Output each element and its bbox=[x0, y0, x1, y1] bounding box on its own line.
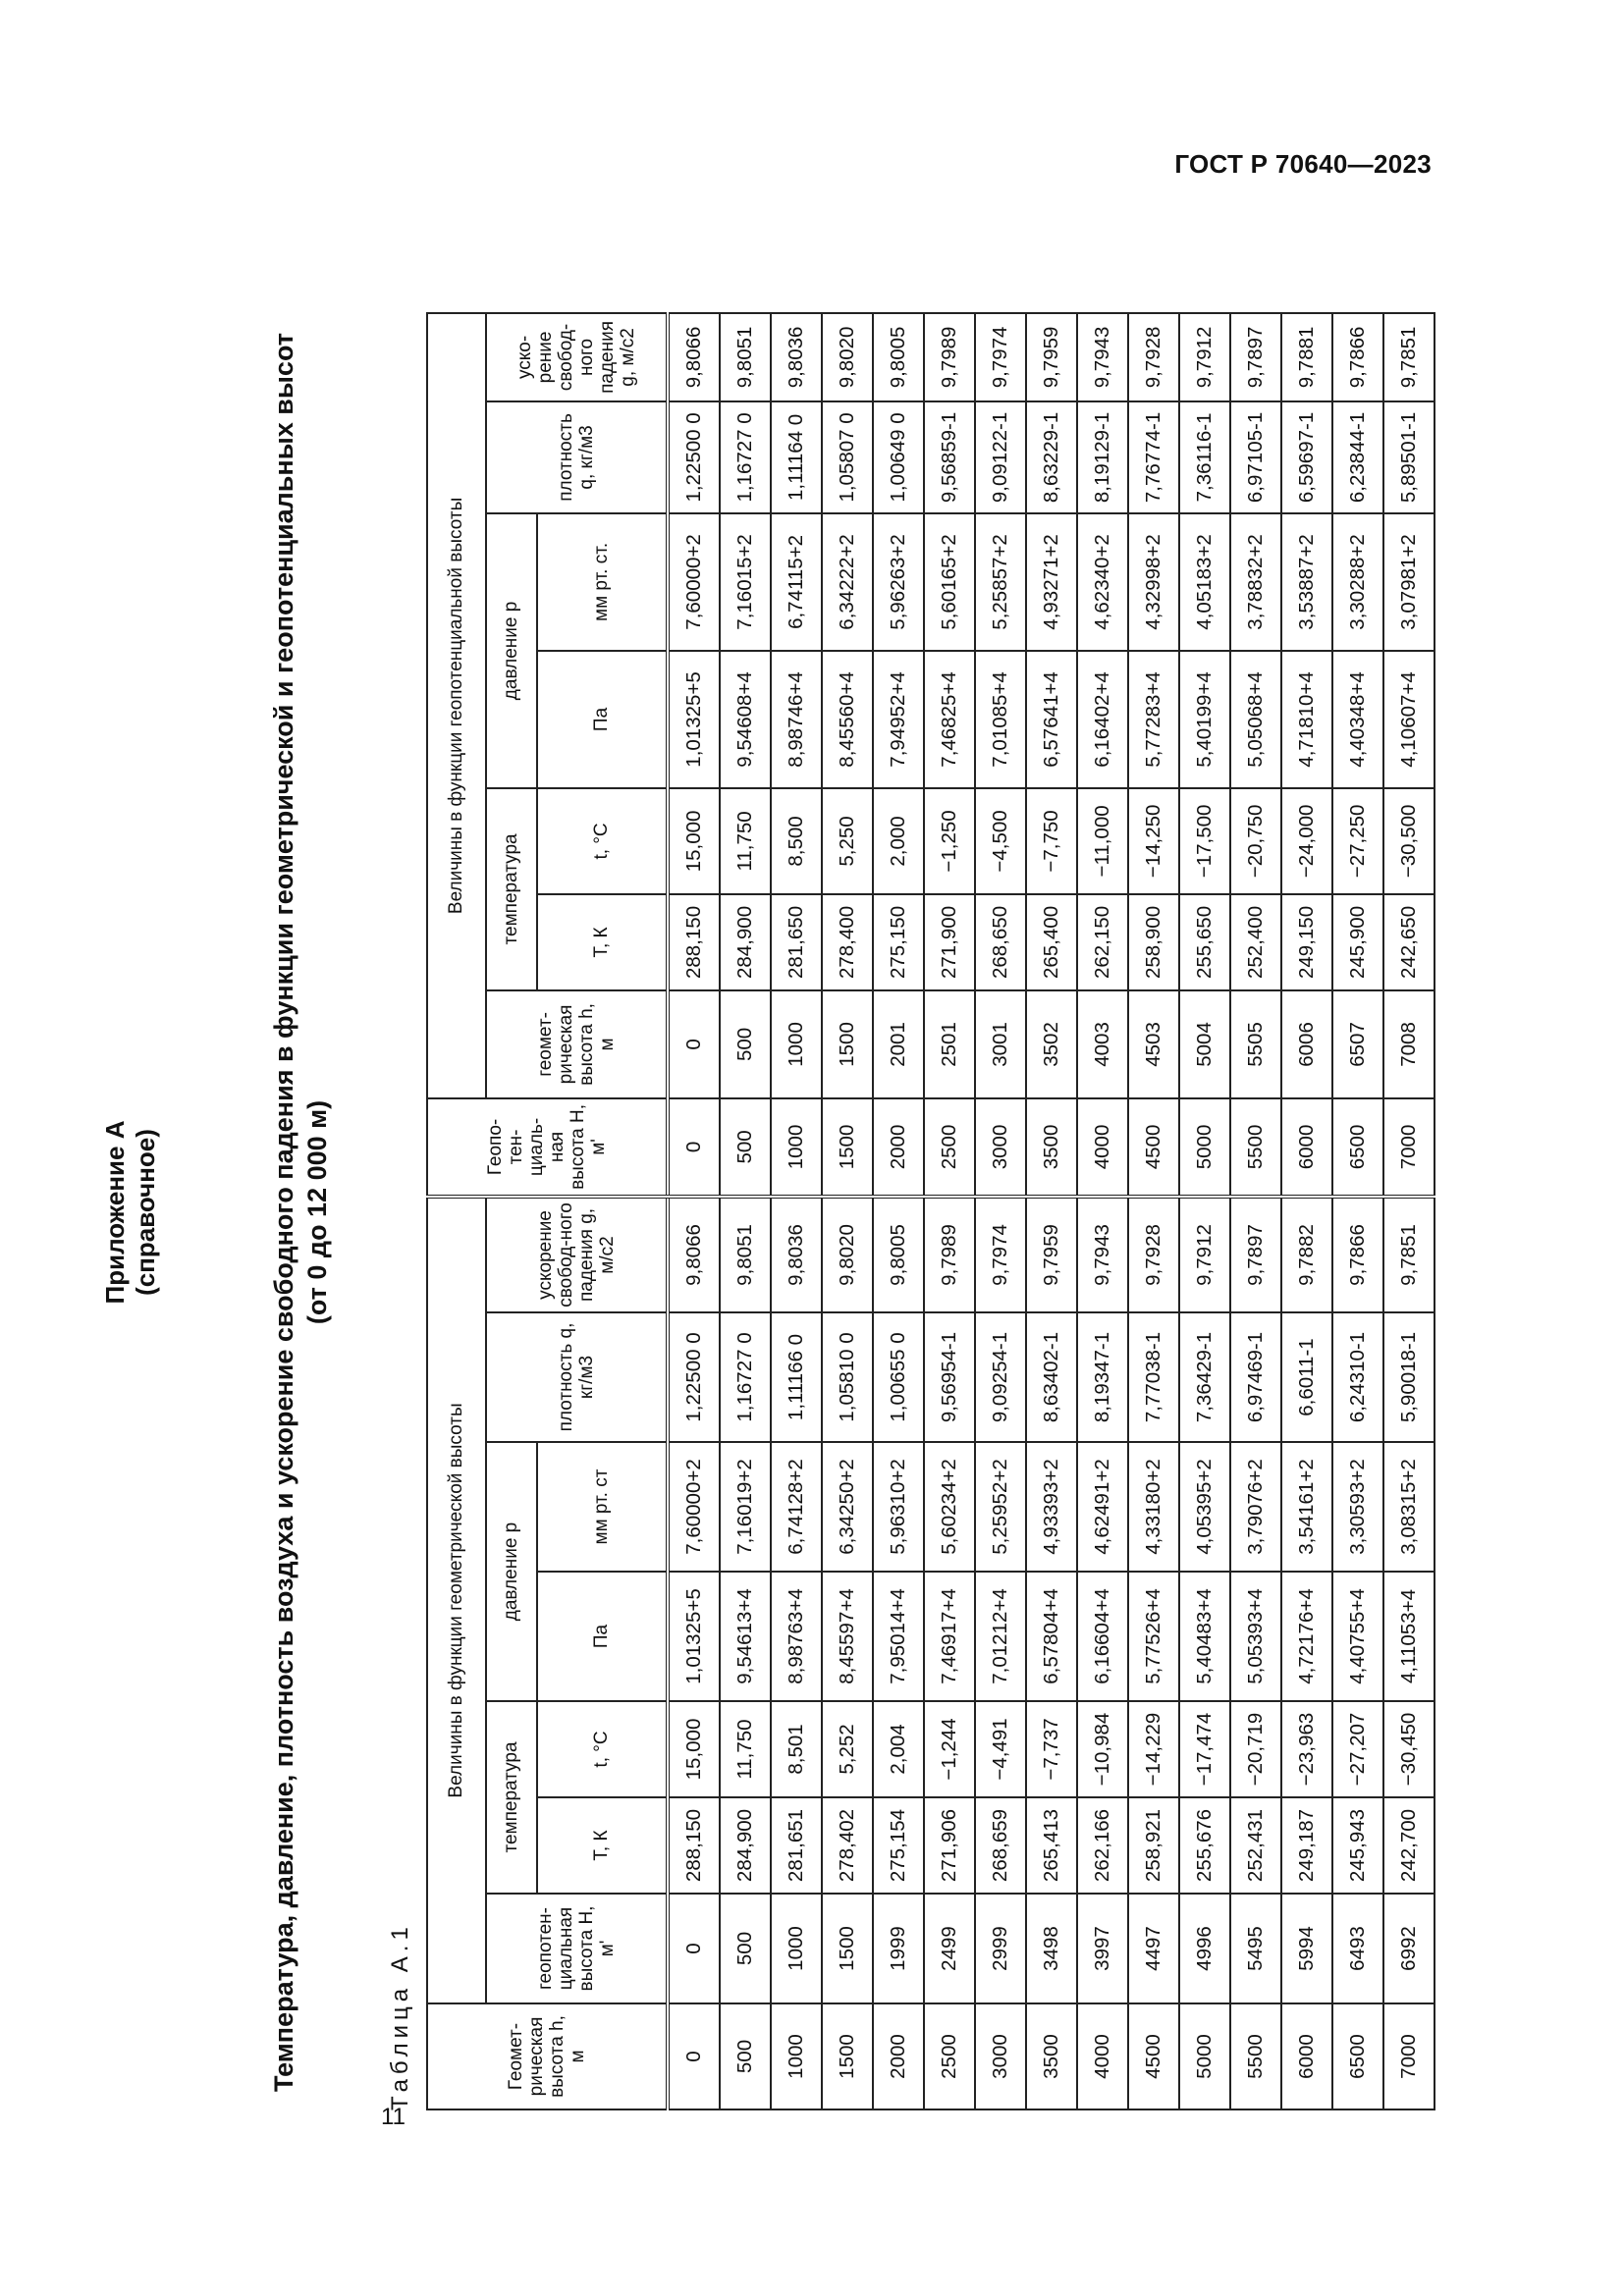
table-cell: 1,16727 0 bbox=[720, 1312, 771, 1442]
table-row bbox=[873, 313, 924, 2109]
table-cell: 5,40199+4 bbox=[1179, 651, 1230, 788]
table-cell: 5000 bbox=[1179, 2003, 1230, 2109]
table-cell: −24,000 bbox=[1281, 788, 1332, 894]
header-geo-group: Величины в функции геометрической высоты bbox=[427, 1197, 486, 2003]
table-cell: 262,150 bbox=[1077, 894, 1128, 990]
table-cell: 5,40483+4 bbox=[1179, 1572, 1230, 1701]
table-cell: 4,62340+2 bbox=[1077, 513, 1128, 651]
table-cell: 3997 bbox=[1077, 1894, 1128, 2003]
table-cell: 5,252 bbox=[822, 1701, 873, 1797]
table-cell: 281,651 bbox=[771, 1797, 822, 1894]
table-cell: 7,60000+2 bbox=[668, 1442, 720, 1572]
table-cell: 6493 bbox=[1332, 1894, 1383, 2003]
table-cell: 265,413 bbox=[1026, 1797, 1077, 1894]
table-cell: 9,7882 bbox=[1281, 1197, 1332, 1312]
table-cell: 4,33180+2 bbox=[1128, 1442, 1179, 1572]
table-cell: 1,01325+5 bbox=[668, 651, 720, 788]
table-label: Таблица А.1 bbox=[387, 1922, 413, 2110]
table-cell: 6,59697-1 bbox=[1281, 401, 1332, 513]
table-cell: 8,45597+4 bbox=[822, 1572, 873, 1701]
table-cell: 8,501 bbox=[771, 1701, 822, 1797]
table-cell: 1,22500 0 bbox=[668, 1312, 720, 1442]
header-gp-h: геомет-рическая высота h, м bbox=[486, 990, 668, 1098]
table-cell: 7,16015+2 bbox=[720, 513, 771, 651]
table-cell: 7,46825+4 bbox=[924, 651, 975, 788]
table-cell: 268,659 bbox=[975, 1797, 1026, 1894]
header-gp-pa: Па bbox=[537, 651, 668, 788]
table-cell: 9,7943 bbox=[1077, 1197, 1128, 1312]
table-cell: 6000 bbox=[1281, 2003, 1332, 2109]
table-cell: 0 bbox=[668, 1894, 720, 2003]
table-cell: 6,97105-1 bbox=[1230, 401, 1281, 513]
table-cell: 4,32998+2 bbox=[1128, 513, 1179, 651]
header-gp-t: t, °С bbox=[537, 788, 668, 894]
table-cell: 6,16604+4 bbox=[1077, 1572, 1128, 1701]
table-cell: 15,000 bbox=[668, 1701, 720, 1797]
table-cell: 4000 bbox=[1077, 1098, 1128, 1197]
table-cell: 11,750 bbox=[720, 1701, 771, 1797]
table-cell: 9,7851 bbox=[1383, 313, 1435, 401]
table-cell: 7,95014+4 bbox=[873, 1572, 924, 1701]
table-cell: 258,900 bbox=[1128, 894, 1179, 990]
table-cell: 15,000 bbox=[668, 788, 720, 894]
header-gp-mmhg: мм рт. ст. bbox=[537, 513, 668, 651]
table-cell: 9,7851 bbox=[1383, 1197, 1435, 1312]
table-cell: 278,400 bbox=[822, 894, 873, 990]
table-cell: −23,963 bbox=[1281, 1701, 1332, 1797]
table-row bbox=[1179, 313, 1230, 2109]
table-cell: 5,05393+4 bbox=[1230, 1572, 1281, 1701]
table-cell: 3000 bbox=[975, 1098, 1026, 1197]
table-cell: 3500 bbox=[1026, 2003, 1077, 2109]
table-cell: −27,207 bbox=[1332, 1701, 1383, 1797]
table-cell: 8,98763+4 bbox=[771, 1572, 822, 1701]
table-cell: 7,77038-1 bbox=[1128, 1312, 1179, 1442]
header-geopotential-height: Геопо-тен-циаль-ная высота H, м' bbox=[427, 1098, 668, 1197]
table-cell: 9,7974 bbox=[975, 1197, 1026, 1312]
table-cell: 1500 bbox=[822, 1894, 873, 2003]
table-cell: 3001 bbox=[975, 990, 1026, 1098]
table-cell: 4,40755+4 bbox=[1332, 1572, 1383, 1701]
table-cell: 500 bbox=[720, 1894, 771, 2003]
table-cell: 6992 bbox=[1383, 1894, 1435, 2003]
table-cell: 7,01212+4 bbox=[975, 1572, 1026, 1701]
header-gp-pressure: давление p bbox=[486, 513, 537, 788]
table-cell: 9,7989 bbox=[924, 313, 975, 401]
header-gp-gravity: уско-рение свобод-ного падения g, м/с2 bbox=[486, 313, 668, 401]
table-cell: 7,36429-1 bbox=[1179, 1312, 1230, 1442]
table-cell: 9,7866 bbox=[1332, 313, 1383, 401]
header-geo-temperature: температура bbox=[486, 1701, 537, 1894]
table-cell: 1500 bbox=[822, 1098, 873, 1197]
table-row bbox=[1383, 313, 1435, 2109]
table-cell: −1,250 bbox=[924, 788, 975, 894]
table-cell: 284,900 bbox=[720, 894, 771, 990]
table-cell: 1000 bbox=[771, 1098, 822, 1197]
table-row bbox=[668, 313, 720, 2109]
table-row bbox=[1077, 313, 1128, 2109]
table-cell: 8,45560+4 bbox=[822, 651, 873, 788]
table-cell: 8,19129-1 bbox=[1077, 401, 1128, 513]
table-row bbox=[924, 313, 975, 2109]
header-geo-pa: Па bbox=[537, 1572, 668, 1701]
table-cell: −4,500 bbox=[975, 788, 1026, 894]
table-cell: 9,7959 bbox=[1026, 1197, 1077, 1312]
table-cell: 6000 bbox=[1281, 1098, 1332, 1197]
table-cell: 0 bbox=[668, 1098, 720, 1197]
table-cell: 6,57641+4 bbox=[1026, 651, 1077, 788]
table-cell: 1000 bbox=[771, 2003, 822, 2109]
table-cell: 9,7943 bbox=[1077, 313, 1128, 401]
table-cell: 245,943 bbox=[1332, 1797, 1383, 1894]
table-cell: 1,11166 0 bbox=[771, 1312, 822, 1442]
table-cell: 5004 bbox=[1179, 990, 1230, 1098]
table-cell: 0 bbox=[668, 2003, 720, 2109]
table-cell: 9,7974 bbox=[975, 313, 1026, 401]
header-gp-group: Величины в функции геопотенциальной высоты bbox=[427, 313, 486, 1098]
table-cell: 4,11053+4 bbox=[1383, 1572, 1435, 1701]
annex-subtitle: (справочное) bbox=[131, 1129, 160, 1296]
table-cell: 5,77283+4 bbox=[1128, 651, 1179, 788]
table-cell: −14,229 bbox=[1128, 1701, 1179, 1797]
table-cell: 500 bbox=[720, 1098, 771, 1197]
table-cell: 9,56954-1 bbox=[924, 1312, 975, 1442]
page-number: 11 bbox=[381, 2104, 406, 2130]
table-cell: 1,05810 0 bbox=[822, 1312, 873, 1442]
table-cell: 5,25857+2 bbox=[975, 513, 1026, 651]
table-cell: 9,8051 bbox=[720, 313, 771, 401]
table-cell: 1000 bbox=[771, 1894, 822, 2003]
table-cell: 9,7897 bbox=[1230, 1197, 1281, 1312]
table-cell: 2000 bbox=[873, 1098, 924, 1197]
table-cell: 4,62491+2 bbox=[1077, 1442, 1128, 1572]
table-cell: 9,8020 bbox=[822, 313, 873, 401]
table-cell: 5000 bbox=[1179, 1098, 1230, 1197]
document-code: ГОСТ Р 70640—2023 bbox=[1174, 149, 1432, 179]
table-cell: 7000 bbox=[1383, 2003, 1435, 2109]
table-cell: 6,23844-1 bbox=[1332, 401, 1383, 513]
data-table bbox=[426, 312, 1435, 2110]
table-cell: 252,400 bbox=[1230, 894, 1281, 990]
table-cell: 245,900 bbox=[1332, 894, 1383, 990]
table-cell: 4,40348+4 bbox=[1332, 651, 1383, 788]
table-cell: 5,77526+4 bbox=[1128, 1572, 1179, 1701]
table-cell: 4,05395+2 bbox=[1179, 1442, 1230, 1572]
table-cell: 9,7989 bbox=[924, 1197, 975, 1312]
table-cell: 2,004 bbox=[873, 1701, 924, 1797]
table-row bbox=[720, 313, 771, 2109]
table-cell: 500 bbox=[720, 990, 771, 1098]
table-cell: 7,36116-1 bbox=[1179, 401, 1230, 513]
table-cell: 3500 bbox=[1026, 1098, 1077, 1197]
table-cell: 6,57804+4 bbox=[1026, 1572, 1077, 1701]
table-cell: 6507 bbox=[1332, 990, 1383, 1098]
table-cell: 3,07981+2 bbox=[1383, 513, 1435, 651]
table-cell: 262,166 bbox=[1077, 1797, 1128, 1894]
table-cell: 9,56859-1 bbox=[924, 401, 975, 513]
table-row bbox=[771, 313, 822, 2109]
table-cell: 2001 bbox=[873, 990, 924, 1098]
table-cell: 5,250 bbox=[822, 788, 873, 894]
table-cell: 4,10607+4 bbox=[1383, 651, 1435, 788]
table-cell: −1,244 bbox=[924, 1701, 975, 1797]
table-cell: −11,000 bbox=[1077, 788, 1128, 894]
table-cell: 6,34250+2 bbox=[822, 1442, 873, 1572]
header-geo-t: t, °С bbox=[537, 1701, 668, 1797]
header-geo-H: геопотен-циальная высота H, м' bbox=[486, 1894, 668, 2003]
table-cell: 5,90018-1 bbox=[1383, 1312, 1435, 1442]
header-gp-density: плотность q, кг/м3 bbox=[486, 401, 668, 513]
header-geo-pressure: давление p bbox=[486, 1442, 537, 1701]
table-cell: 255,676 bbox=[1179, 1797, 1230, 1894]
table-cell: 4003 bbox=[1077, 990, 1128, 1098]
table-cell: 2,000 bbox=[873, 788, 924, 894]
table-row bbox=[822, 313, 873, 2109]
table-row bbox=[1281, 313, 1332, 2109]
table-cell: 9,8051 bbox=[720, 1197, 771, 1312]
table-cell: 7,46917+4 bbox=[924, 1572, 975, 1701]
table-cell: 2999 bbox=[975, 1894, 1026, 2003]
table-cell: 8,98746+4 bbox=[771, 651, 822, 788]
table-cell: 1,00649 0 bbox=[873, 401, 924, 513]
table-cell: 3,30288+2 bbox=[1332, 513, 1383, 651]
table-cell: 6,97469-1 bbox=[1230, 1312, 1281, 1442]
table-cell: 9,8005 bbox=[873, 1197, 924, 1312]
header-geo-mmhg: мм рт. ст bbox=[537, 1442, 668, 1572]
table-cell: 249,187 bbox=[1281, 1797, 1332, 1894]
table-cell: 9,7866 bbox=[1332, 1197, 1383, 1312]
table-cell: 1999 bbox=[873, 1894, 924, 2003]
table-cell: 9,09254-1 bbox=[975, 1312, 1026, 1442]
annex-title: Приложение А bbox=[100, 1120, 130, 1305]
table-cell: 9,7897 bbox=[1230, 313, 1281, 401]
table-cell: 6500 bbox=[1332, 2003, 1383, 2109]
table-cell: 6,24310-1 bbox=[1332, 1312, 1383, 1442]
table-cell: 5500 bbox=[1230, 2003, 1281, 2109]
table-cell: 268,650 bbox=[975, 894, 1026, 990]
table-cell: 288,150 bbox=[668, 1797, 720, 1894]
table-cell: 8,19347-1 bbox=[1077, 1312, 1128, 1442]
table-cell: 7008 bbox=[1383, 990, 1435, 1098]
table-cell: 500 bbox=[720, 2003, 771, 2109]
table-cell: −20,750 bbox=[1230, 788, 1281, 894]
heading-line-2: (от 0 до 12 000 м) bbox=[302, 1099, 332, 1325]
table-cell: 5,89501-1 bbox=[1383, 401, 1435, 513]
table-cell: 255,650 bbox=[1179, 894, 1230, 990]
table-cell: 5,60165+2 bbox=[924, 513, 975, 651]
table-cell: 1,11164 0 bbox=[771, 401, 822, 513]
table-cell: 6,6011-1 bbox=[1281, 1312, 1332, 1442]
table-cell: −7,750 bbox=[1026, 788, 1077, 894]
table-cell: 275,150 bbox=[873, 894, 924, 990]
table-cell: 271,900 bbox=[924, 894, 975, 990]
table-cell: 6,74115+2 bbox=[771, 513, 822, 651]
table-cell: 9,7881 bbox=[1281, 313, 1332, 401]
table-cell: 4497 bbox=[1128, 1894, 1179, 2003]
table-cell: 6,16402+4 bbox=[1077, 651, 1128, 788]
table-heading bbox=[267, 314, 334, 2110]
table-cell: 8,63229-1 bbox=[1026, 401, 1077, 513]
table-cell: 9,8036 bbox=[771, 1197, 822, 1312]
table-cell: 7,76774-1 bbox=[1128, 401, 1179, 513]
table-cell: −17,500 bbox=[1179, 788, 1230, 894]
table-cell: 1,00655 0 bbox=[873, 1312, 924, 1442]
table-cell: 9,7928 bbox=[1128, 313, 1179, 401]
rotated-page-content bbox=[100, 314, 1420, 2110]
table-cell: 1,01325+5 bbox=[668, 1572, 720, 1701]
table-cell: 7,16019+2 bbox=[720, 1442, 771, 1572]
table-cell: 3,08315+2 bbox=[1383, 1442, 1435, 1572]
table-cell: 1500 bbox=[822, 990, 873, 1098]
table-cell: 9,7912 bbox=[1179, 313, 1230, 401]
table-cell: 6500 bbox=[1332, 1098, 1383, 1197]
table-cell: 271,906 bbox=[924, 1797, 975, 1894]
table-cell: −4,491 bbox=[975, 1701, 1026, 1797]
table-cell: −20,719 bbox=[1230, 1701, 1281, 1797]
table-cell: 9,54613+4 bbox=[720, 1572, 771, 1701]
table-cell: 7,60000+2 bbox=[668, 513, 720, 651]
table-row bbox=[1128, 313, 1179, 2109]
table-cell: 4,05183+2 bbox=[1179, 513, 1230, 651]
table-cell: 5495 bbox=[1230, 1894, 1281, 2003]
table-cell: 7000 bbox=[1383, 1098, 1435, 1197]
table-cell: 4,93271+2 bbox=[1026, 513, 1077, 651]
table-row bbox=[975, 313, 1026, 2109]
header-geo-density: плотность q, кг/м3 bbox=[486, 1312, 668, 1442]
table-cell: 242,650 bbox=[1383, 894, 1435, 990]
table-cell: 3,79076+2 bbox=[1230, 1442, 1281, 1572]
table-cell: 1000 bbox=[771, 990, 822, 1098]
header-geo-gravity: ускорение свобод-ного падения g, м/с2 bbox=[486, 1197, 668, 1312]
table-cell: 0 bbox=[668, 990, 720, 1098]
table-cell: 9,8066 bbox=[668, 313, 720, 401]
table-cell: 278,402 bbox=[822, 1797, 873, 1894]
table-cell: 284,900 bbox=[720, 1797, 771, 1894]
table-cell: 1,16727 0 bbox=[720, 401, 771, 513]
table-cell: −14,250 bbox=[1128, 788, 1179, 894]
table-cell: 9,8020 bbox=[822, 1197, 873, 1312]
table-cell: 5,60234+2 bbox=[924, 1442, 975, 1572]
table-cell: −7,737 bbox=[1026, 1701, 1077, 1797]
table-cell: 242,700 bbox=[1383, 1797, 1435, 1894]
table-row bbox=[1332, 313, 1383, 2109]
table-cell: 4,72176+4 bbox=[1281, 1572, 1332, 1701]
table-cell: 4500 bbox=[1128, 2003, 1179, 2109]
table-cell: 6,74128+2 bbox=[771, 1442, 822, 1572]
table-cell: 3,53887+2 bbox=[1281, 513, 1332, 651]
table-cell: 5,96310+2 bbox=[873, 1442, 924, 1572]
table-cell: 2000 bbox=[873, 2003, 924, 2109]
table-cell: 3000 bbox=[975, 2003, 1026, 2109]
table-cell: 5994 bbox=[1281, 1894, 1332, 2003]
table-cell: 1,05807 0 bbox=[822, 401, 873, 513]
table-cell: 4,93393+2 bbox=[1026, 1442, 1077, 1572]
table-cell: 4000 bbox=[1077, 2003, 1128, 2109]
table-cell: 5,25952+2 bbox=[975, 1442, 1026, 1572]
table-cell: 5505 bbox=[1230, 990, 1281, 1098]
table-cell: 288,150 bbox=[668, 894, 720, 990]
table-cell: 6,34222+2 bbox=[822, 513, 873, 651]
table-cell: 9,8005 bbox=[873, 313, 924, 401]
table-cell: −10,984 bbox=[1077, 1701, 1128, 1797]
table-cell: −27,250 bbox=[1332, 788, 1383, 894]
table-cell: 3,54161+2 bbox=[1281, 1442, 1332, 1572]
table-body bbox=[668, 313, 1435, 2109]
table-cell: 258,921 bbox=[1128, 1797, 1179, 1894]
table-cell: 7,94952+4 bbox=[873, 651, 924, 788]
table-cell: 9,09122-1 bbox=[975, 401, 1026, 513]
table-cell: 8,63402-1 bbox=[1026, 1312, 1077, 1442]
table-cell: −30,450 bbox=[1383, 1701, 1435, 1797]
table-cell: 3,30593+2 bbox=[1332, 1442, 1383, 1572]
heading-line-1: Температура, давление, плотность воздуха и ускорение свободного падения в функции геометрической и геопотенциальных высот bbox=[269, 333, 298, 2093]
table-cell: 9,7912 bbox=[1179, 1197, 1230, 1312]
table-cell: 9,8036 bbox=[771, 313, 822, 401]
table-cell: 4500 bbox=[1128, 1098, 1179, 1197]
table-cell: 3,78832+2 bbox=[1230, 513, 1281, 651]
table-cell: 5,96263+2 bbox=[873, 513, 924, 651]
table-cell: 2501 bbox=[924, 990, 975, 1098]
table-cell: 9,8066 bbox=[668, 1197, 720, 1312]
table-cell: −17,474 bbox=[1179, 1701, 1230, 1797]
header-gp-temperature: температура bbox=[486, 788, 537, 990]
header-geo-T: T, К bbox=[537, 1797, 668, 1894]
table-cell: 8,500 bbox=[771, 788, 822, 894]
table-cell: 11,750 bbox=[720, 788, 771, 894]
annex-title-block bbox=[100, 314, 161, 2110]
table-cell: 4503 bbox=[1128, 990, 1179, 1098]
table-cell: 6006 bbox=[1281, 990, 1332, 1098]
table-cell: 5500 bbox=[1230, 1098, 1281, 1197]
table-cell: 7,01085+4 bbox=[975, 651, 1026, 788]
table-cell: 252,431 bbox=[1230, 1797, 1281, 1894]
table-cell: 4,71810+4 bbox=[1281, 651, 1332, 788]
table-cell: 9,54608+4 bbox=[720, 651, 771, 788]
table-cell: 5,05068+4 bbox=[1230, 651, 1281, 788]
table-cell: 2500 bbox=[924, 1098, 975, 1197]
table-cell: 9,7959 bbox=[1026, 313, 1077, 401]
table-cell: 281,650 bbox=[771, 894, 822, 990]
table-cell: 2499 bbox=[924, 1894, 975, 2003]
table-cell: 3498 bbox=[1026, 1894, 1077, 2003]
table-cell: 1,22500 0 bbox=[668, 401, 720, 513]
table-cell: 4996 bbox=[1179, 1894, 1230, 2003]
table-cell: 1500 bbox=[822, 2003, 873, 2109]
table-cell: 265,400 bbox=[1026, 894, 1077, 990]
table-cell: −30,500 bbox=[1383, 788, 1435, 894]
table-row bbox=[1026, 313, 1077, 2109]
table-cell: 9,7928 bbox=[1128, 1197, 1179, 1312]
table-cell: 275,154 bbox=[873, 1797, 924, 1894]
header-gp-T: T, К bbox=[537, 894, 668, 990]
table-cell: 3502 bbox=[1026, 990, 1077, 1098]
table-cell: 2500 bbox=[924, 2003, 975, 2109]
table-row bbox=[1230, 313, 1281, 2109]
header-geometric-height: Геомет-рическая высота h, м bbox=[427, 2003, 668, 2109]
table-cell: 249,150 bbox=[1281, 894, 1332, 990]
